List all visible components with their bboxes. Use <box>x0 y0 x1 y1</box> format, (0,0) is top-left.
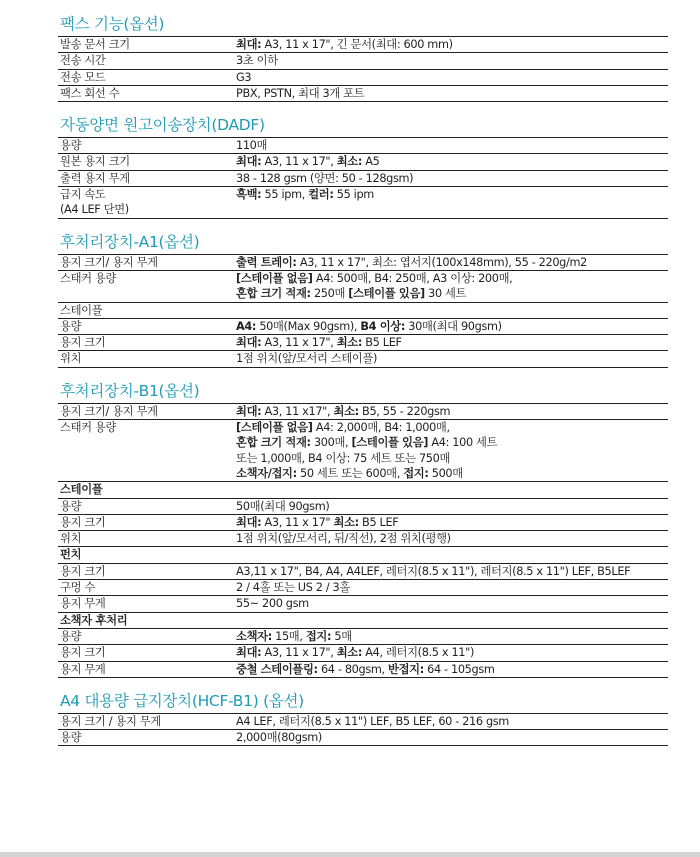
spec-row <box>58 69 668 85</box>
spec-row <box>58 153 668 169</box>
spec-emphasis: 중철 스테이플링: <box>236 662 318 676</box>
table-bottom-rule <box>58 677 668 678</box>
spec-value-line: 110매 <box>236 139 268 153</box>
spec-value-line: 최대: A3, 11 x 17", 최소: A5 <box>236 155 380 169</box>
spec-value-line: 2,000매(80gsm) <box>236 731 322 745</box>
spec-value-line: 최대: A3, 11 x 17", 긴 문서(최대: 600 mm) <box>236 38 453 51</box>
spec-value <box>236 187 668 218</box>
spec-emphasis: 최소: <box>336 646 363 660</box>
spec-label: 용지 크기 / 용지 무게 <box>60 714 161 728</box>
spec-value-line: 55~ 200 gsm <box>236 597 309 611</box>
spec-value <box>236 662 668 677</box>
spec-value-line: 2 / 4홀 또는 US 2 / 3홀 <box>236 581 350 595</box>
spec-value-line: 최대: A3, 11 x 17", 최소: A4, 레터지(8.5 x 11") <box>236 646 475 660</box>
spec-value-line: 최대: A3, 11 x 17" 최소: B5 LEF <box>236 515 399 529</box>
spec-value <box>236 515 668 530</box>
spec-value <box>236 70 668 85</box>
spec-row <box>58 254 668 270</box>
spec-value-line: 3초 이하 <box>236 54 278 68</box>
bottom-divider <box>0 852 700 857</box>
spec-label: 스태커 용량 <box>60 421 117 435</box>
spec-value-line: [스테이플 없음] A4: 500매, B4: 250매, A3 이상: 200매, <box>236 271 513 285</box>
spec-value <box>236 303 668 318</box>
spec-value-line: PBX, PSTN, 최대 3개 포트 <box>236 86 365 100</box>
spec-emphasis: 흑백: <box>236 188 262 202</box>
spec-value <box>236 335 668 350</box>
spec-row <box>58 563 668 579</box>
spec-emphasis: 반접지: <box>388 662 424 676</box>
spec-label: 구멍 수 <box>60 581 95 595</box>
spec-label: 출력 용지 무게 <box>60 171 130 185</box>
spec-label: 팩스 회선 수 <box>60 86 120 100</box>
section-title: 팩스 기능(옵션) <box>60 15 165 33</box>
spec-value <box>236 154 668 169</box>
spec-label: 용량 <box>60 731 82 745</box>
spec-row <box>58 661 668 677</box>
spec-label: 발송 문서 크기 <box>60 38 130 51</box>
spec-section <box>58 115 668 218</box>
spec-value <box>236 37 668 52</box>
spec-row <box>58 85 668 101</box>
spec-row <box>58 36 668 52</box>
spec-value-line: G3 <box>236 70 252 84</box>
spec-row <box>58 595 668 611</box>
spec-value <box>236 319 668 334</box>
spec-value <box>236 420 668 481</box>
spec-value-line: 소책자/접지: 50 세트 또는 600매, 접지: 500매 <box>236 466 463 480</box>
section-title: 후처리장치-A1(옵션) <box>60 232 200 251</box>
spec-emphasis: 접지: <box>403 466 429 480</box>
spec-row <box>58 514 668 530</box>
spec-row <box>58 419 668 481</box>
spec-row <box>58 579 668 595</box>
spec-table <box>58 403 668 678</box>
spec-emphasis: [스테이플 있음] <box>351 436 429 450</box>
spec-label: 위치 <box>60 352 82 366</box>
spec-value-line: 최대: A3, 11 x17", 최소: B5, 55 - 220gsm <box>236 404 451 418</box>
spec-row <box>58 628 668 644</box>
spec-emphasis: [스테이플 없음] <box>236 271 313 285</box>
spec-label: 용지 크기 <box>60 646 106 660</box>
spec-row <box>58 52 668 68</box>
spec-value-line: 38 - 128 gsm (양면: 50 - 128gsm) <box>236 171 414 185</box>
spec-value <box>236 596 668 611</box>
spec-value-line: 1점 위치(앞/모서리 스테이플) <box>236 352 378 366</box>
spec-emphasis: 혼합 크기 적재: <box>236 436 311 450</box>
table-bottom-rule <box>58 101 668 102</box>
spec-row <box>58 334 668 350</box>
spec-emphasis: 혼합 크기 적재: <box>236 287 311 301</box>
spec-label: 용지 크기 <box>60 515 106 529</box>
spec-value <box>236 53 668 68</box>
spec-value <box>236 714 668 729</box>
spec-label: 용지 크기 <box>60 336 106 350</box>
spec-row <box>58 270 668 302</box>
table-bottom-rule <box>58 218 668 219</box>
spec-value-line <box>236 303 668 318</box>
spec-emphasis: 접지: <box>305 629 332 643</box>
spec-value-line: A4: 50매(Max 90gsm), B4 이상: 30매(최대 90gsm) <box>236 319 502 333</box>
spec-value <box>236 171 668 186</box>
subsection-heading: 스테이플 <box>58 481 668 497</box>
spec-emphasis: B4 이상: <box>360 319 406 333</box>
spec-emphasis: 최대: <box>236 646 262 660</box>
spec-emphasis: 최소: <box>336 155 363 169</box>
spec-value-line: [스테이플 없음] A4: 2,000매, B4: 1,000매, <box>236 421 450 435</box>
spec-value <box>236 564 668 579</box>
spec-label: 용량 <box>60 319 82 333</box>
spec-label: 용량 <box>60 139 82 153</box>
spec-value <box>236 499 668 514</box>
spec-label: 급지 속도 (A4 LEF 단면) <box>60 188 129 217</box>
spec-value-line: 흑백: 55 ipm, 컬러: 55 ipm <box>236 188 374 202</box>
spec-emphasis: 최대: <box>236 404 262 418</box>
spec-emphasis: 최소: <box>333 404 359 418</box>
spec-value-line: 혼합 크기 적재: 250매 [스테이플 있음] 30 세트 <box>236 287 467 301</box>
spec-emphasis: 소책자: <box>236 629 272 643</box>
spec-row <box>58 498 668 514</box>
spec-row <box>58 403 668 419</box>
spec-value-line: A3,11 x 17", B4, A4, A4LEF, 레터지(8.5 x 11"), 레터지(8.5 x 11") LEF, B5LEF <box>236 564 631 578</box>
spec-table <box>58 137 668 218</box>
spec-label: 용량 <box>60 629 82 643</box>
spec-value <box>236 580 668 595</box>
spec-section <box>58 232 668 368</box>
spec-sections <box>0 14 700 746</box>
section-title: 자동양면 원고이송장치(DADF) <box>60 116 265 135</box>
spec-value-line: 혼합 크기 적재: 300매, [스테이플 있음] A4: 100 세트 <box>236 436 498 450</box>
spec-emphasis: 최대: <box>236 515 262 529</box>
spec-row <box>58 137 668 153</box>
table-bottom-rule <box>58 367 668 368</box>
spec-emphasis: [스테이플 있음] <box>348 287 425 301</box>
spec-label: 스태커 용량 <box>60 271 117 285</box>
spec-value-line: A4 LEF, 레터지(8.5 x 11") LEF, B5 LEF, 60 - 216 gsm <box>236 714 509 728</box>
spec-value <box>236 138 668 153</box>
spec-row <box>58 530 668 546</box>
spec-label: 용지 크기 <box>60 564 106 578</box>
spec-section <box>58 691 668 747</box>
spec-value <box>236 271 668 302</box>
spec-label: 전송 모드 <box>60 70 106 84</box>
spec-value-line: 중철 스테이플링: 64 - 80gsm, 반접지: 64 - 105gsm <box>236 662 495 676</box>
spec-value-line: 최대: A3, 11 x 17", 최소: B5 LEF <box>236 336 402 350</box>
spec-emphasis: A4: <box>236 319 257 333</box>
spec-table <box>58 713 668 747</box>
spec-value <box>236 629 668 644</box>
spec-row <box>58 644 668 660</box>
spec-label: 용량 <box>60 499 82 513</box>
spec-emphasis: 출력 트레이: <box>236 255 297 269</box>
spec-row <box>58 713 668 729</box>
spec-label: 전송 시간 <box>60 54 106 68</box>
spec-value <box>236 255 668 270</box>
spec-emphasis: 최대: <box>236 155 262 169</box>
spec-value-line: 출력 트레이: A3, 11 x 17", 최소: 엽서지(100x148mm), 55 - 220g/m2 <box>236 255 587 269</box>
spec-table <box>58 254 668 368</box>
spec-emphasis: 최대: <box>236 336 262 350</box>
spec-value-line: 또는 1,000매, B4 이상: 75 세트 또는 750매 <box>236 451 451 465</box>
spec-row <box>58 318 668 334</box>
spec-emphasis: 컬러: <box>308 188 334 202</box>
section-title: A4 대용량 급지장치(HCF-B1) (옵션) <box>60 691 304 710</box>
spec-emphasis: 소책자/접지: <box>236 466 297 480</box>
subsection-heading: 펀치 <box>58 546 668 562</box>
spec-emphasis: 최대: <box>236 38 262 51</box>
spec-label: 용지 크기/ 용지 무게 <box>60 404 158 418</box>
spec-emphasis: [스테이플 없음] <box>236 421 313 435</box>
spec-table <box>58 36 668 102</box>
spec-section <box>58 14 668 102</box>
spec-row <box>58 170 668 186</box>
spec-emphasis: 최소: <box>333 515 359 529</box>
spec-value <box>236 404 668 419</box>
spec-label: 용지 크기/ 용지 무게 <box>60 255 158 269</box>
spec-label: 용지 무게 <box>60 597 106 611</box>
spec-row <box>58 186 668 218</box>
spec-value <box>236 730 668 745</box>
subsection-heading: 소책자 후처리 <box>58 612 668 628</box>
spec-value <box>236 645 668 660</box>
spec-section <box>58 381 668 678</box>
spec-row <box>58 729 668 745</box>
spec-label: 용지 무게 <box>60 662 106 676</box>
spec-label: 원본 용지 크기 <box>60 155 130 169</box>
spec-row <box>58 350 668 366</box>
table-bottom-rule <box>58 745 668 746</box>
spec-emphasis: 최소: <box>336 336 363 350</box>
spec-label: 스테이플 <box>60 303 103 317</box>
spec-row <box>58 302 668 318</box>
spec-value-line: 소책자: 15매, 접지: 5매 <box>236 629 352 643</box>
spec-label: 위치 <box>60 532 82 546</box>
spec-value <box>236 531 668 546</box>
spec-value <box>236 86 668 101</box>
spec-value-line: 50매(최대 90gsm) <box>236 499 330 513</box>
spec-value <box>236 351 668 366</box>
spec-value-line: 1점 위치(앞/모서리, 뒤/직선), 2점 위치(평행) <box>236 532 451 546</box>
section-title: 후처리장치-B1(옵션) <box>60 381 200 400</box>
